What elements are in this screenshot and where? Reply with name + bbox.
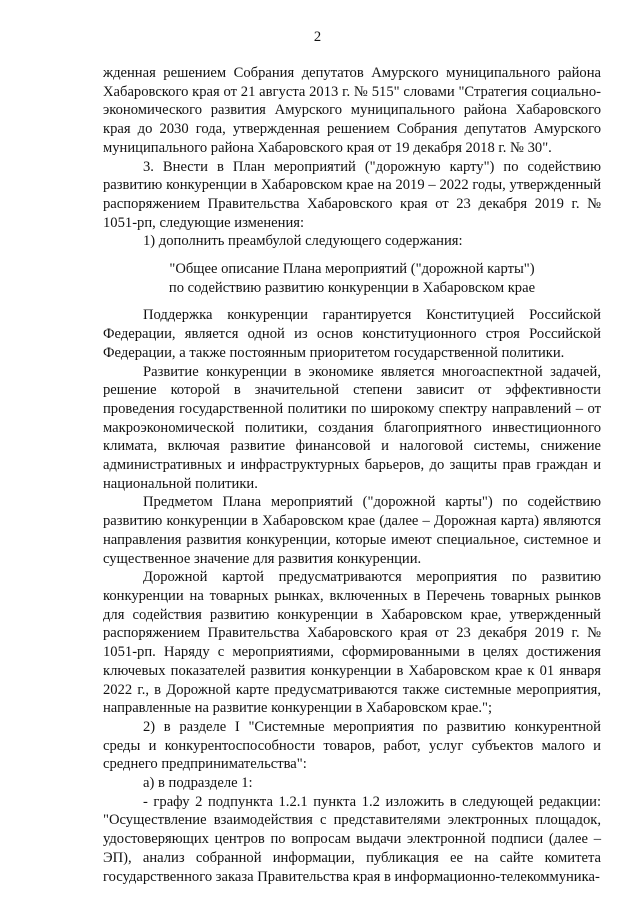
preamble-title [103, 260, 601, 297]
preamble-title-line-2: по содействию развитию конкуренции в Хабаровском крае [168, 279, 536, 296]
paragraph-competition-support: Поддержка конкуренции гарантируется Конституцией Российской Федерации, является одной из основ конституционного строя Российской Федерации, а также постоянным приоритетом государственной политики. [103, 307, 601, 361]
paragraph-subitem-2: 2) в разделе I "Системные мероприятия по развитию конкурентной среды и конкурентоспособности товаров, работ, услуг субъектов малого и среднего предпринимательства": [103, 718, 601, 773]
paragraph-subitem-a: а) в подразделе 1: [143, 775, 253, 792]
document-body [103, 64, 601, 886]
paragraph-column-2-edit: - графу 2 подпункта 1.2.1 пункта 1.2 изложить в следующей редакции: "Осуществление взаимодействия с представителями электронных площадок, удостоверяющих центров по вопросам выдачи электронной подписи (далее – ЭП), анализ собранной информации, публикация ее на сайте комитета государственного заказа Правительства края в информационно-телекоммуника- [103, 793, 601, 885]
paragraph-competition-development: Развитие конкуренции в экономике является многоаспектной задачей, решение которой в значительной степени зависит от эффективности проведения государственной политики по широкому спектру направлений – от макроэкономической политики, создания благоприятного инвестиционного климата, включая развитие финансовой и налоговой системы, снижение административных и инфраструктурных барьеров, до защиты прав граждан и национальной политики. [103, 363, 601, 492]
paragraph-continuation: жденная решением Собрания депутатов Амурского муниципального района Хабаровского края от 21 августа 2013 г. № 515" словами "Стратегия социально-экономического развития Амурского муниципального района Хабаровского края до 2030 года, утвержденная решением Собрания депутатов Амурского муниципального района Хабаровского края от 19 декабря 2018 г. № 30". [103, 65, 601, 156]
preamble-title-line-1: "Общее описание Плана мероприятий ("дорожной карты") [169, 261, 535, 278]
paragraph-roadmap-subject: Предметом Плана мероприятий ("дорожной карты") по содействию развитию конкуренции в Хабаровском крае (далее – Дорожная карта) являются направления развития конкуренции, которые имеют специальное, системное и существенное значение для развития конкуренции. [103, 494, 601, 567]
paragraph-subitem-1: 1) дополнить преамбулой следующего содержания: [143, 233, 463, 250]
page-number: 2 [313, 29, 322, 45]
paragraph-item-3: 3. Внести в План мероприятий ("дорожную карту") по содействию развитию конкуренции в Хабаровском крае на 2019 – 2022 годы, утвержденный распоряжением Правительства Хабаровского края от 23 декабря 2019 г. № 1051-рп, следующие изменения: [103, 158, 601, 231]
paragraph-roadmap-measures: Дорожной картой предусматриваются мероприятия по развитию конкуренции на товарных рынках, включенных в Перечень товарных рынков для содействия развитию конкуренции в Хабаровском крае, утвержденный распоряжением Правительства Хабаровского края от 23 декабря 2019 г. № 1051-рп. Наряду с мероприятиями, сформированными в целях достижения ключевых показателей развития конкуренции в Хабаровском крае к 01 января 2022 г., в Дорожной карте предусматриваются также системные мероприятия, направленные на развитие конкуренции в Хабаровском крае."; [103, 569, 601, 717]
